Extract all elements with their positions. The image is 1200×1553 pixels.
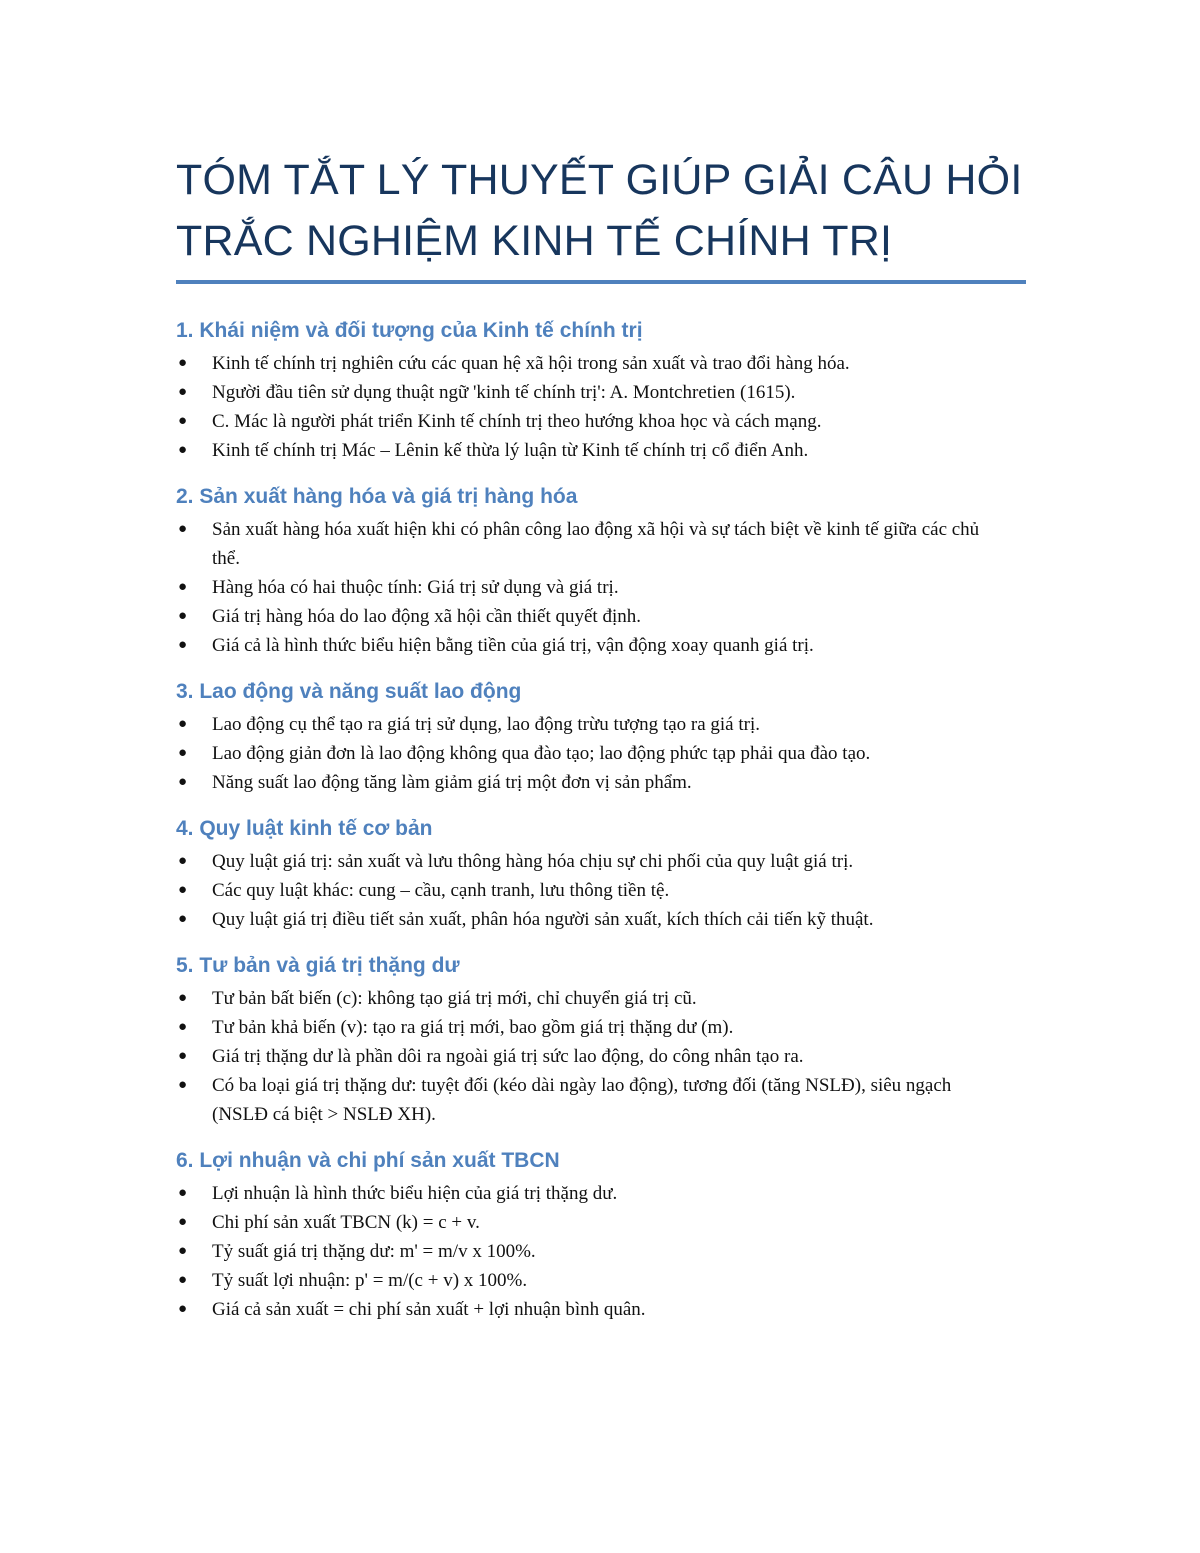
list-item: [176, 1013, 1026, 1042]
bullet-list: [176, 1179, 1026, 1324]
bullet-list: [176, 349, 1026, 465]
list-item: [176, 407, 1026, 436]
document-page: [176, 150, 1026, 1342]
list-item-text: Giá cả là hình thức biểu hiện bằng tiền của giá trị, vận động xoay quanh giá trị.: [212, 635, 814, 656]
list-item-text: Kinh tế chính trị Mác – Lênin kế thừa lý luận từ Kinh tế chính trị cổ điển Anh.: [212, 440, 809, 461]
bullet-icon: ●: [178, 1077, 188, 1093]
list-item-text: Tỷ suất giá trị thặng dư: m' = m/v x 100%.: [212, 1241, 536, 1262]
bullet-icon: ●: [178, 911, 188, 927]
bullet-list: [176, 847, 1026, 934]
bullet-icon: ●: [178, 442, 188, 458]
list-item-text: Giá trị thặng dư là phần dôi ra ngoài giá trị sức lao động, do công nhân tạo ra.: [212, 1046, 804, 1067]
bullet-icon: ●: [178, 608, 188, 624]
bullet-list: [176, 984, 1026, 1129]
section-2: [176, 483, 1026, 660]
section-heading: 6. Lợi nhuận và chi phí sản xuất TBCN: [176, 1149, 560, 1172]
section-4: [176, 815, 1026, 934]
list-item: [176, 436, 1026, 465]
bullet-icon: ●: [178, 384, 188, 400]
list-item-text: Lao động giản đơn là lao động không qua đào tạo; lao động phức tạp phải qua đào tạo.: [212, 743, 871, 764]
bullet-icon: ●: [178, 1272, 188, 1288]
bullet-icon: ●: [178, 637, 188, 653]
list-item-text: Quy luật giá trị điều tiết sản xuất, phân hóa người sản xuất, kích thích cải tiến kỹ thuật.: [212, 909, 874, 930]
bullet-icon: ●: [178, 716, 188, 732]
section-6: [176, 1147, 1026, 1324]
list-item: [176, 984, 1026, 1013]
bullet-icon: ●: [178, 1019, 188, 1035]
bullet-icon: ●: [178, 882, 188, 898]
list-item: [176, 602, 1026, 631]
bullet-icon: ●: [178, 1214, 188, 1230]
section-1: [176, 317, 1026, 465]
list-item-text: Chi phí sản xuất TBCN (k) = c + v.: [212, 1212, 480, 1233]
list-item: [176, 1237, 1026, 1266]
section-heading: 2. Sản xuất hàng hóa và giá trị hàng hóa: [176, 485, 578, 508]
list-item-text: Tư bản khả biến (v): tạo ra giá trị mới, bao gồm giá trị thặng dư (m).: [212, 1017, 734, 1038]
list-item: [176, 1179, 1026, 1208]
bullet-icon: ●: [178, 990, 188, 1006]
sections-container: [176, 317, 1026, 1324]
list-item-text: Hàng hóa có hai thuộc tính: Giá trị sử dụng và giá trị.: [212, 577, 619, 598]
bullet-list: [176, 710, 1026, 797]
list-item: [176, 739, 1026, 768]
list-item: [176, 710, 1026, 739]
list-item: [176, 631, 1026, 660]
list-item-text: Có ba loại giá trị thặng dư: tuyệt đối (kéo dài ngày lao động), tương đối (tăng NSLĐ), siêu ngạch (NSLĐ cá biệt > NSLĐ XH).: [212, 1075, 952, 1125]
bullet-icon: ●: [178, 1048, 188, 1064]
list-item-text: Các quy luật khác: cung – cầu, cạnh tranh, lưu thông tiền tệ.: [212, 880, 670, 901]
section-5: [176, 952, 1026, 1129]
section-3: [176, 678, 1026, 797]
bullet-icon: ●: [178, 521, 188, 537]
list-item: [176, 378, 1026, 407]
bullet-icon: ●: [178, 853, 188, 869]
bullet-list: [176, 515, 1026, 660]
list-item: [176, 847, 1026, 876]
list-item: [176, 349, 1026, 378]
list-item: [176, 905, 1026, 934]
list-item: [176, 1208, 1026, 1237]
list-item-text: Giá trị hàng hóa do lao động xã hội cần thiết quyết định.: [212, 606, 641, 627]
list-item-text: Người đầu tiên sử dụng thuật ngữ 'kinh tế chính trị': A. Montchretien (1615).: [212, 382, 796, 403]
bullet-icon: ●: [178, 774, 188, 790]
bullet-icon: ●: [178, 1185, 188, 1201]
section-heading: 5. Tư bản và giá trị thặng dư: [176, 954, 460, 977]
list-item: [176, 573, 1026, 602]
bullet-icon: ●: [178, 745, 188, 761]
list-item-text: Tư bản bất biến (c): không tạo giá trị mới, chỉ chuyển giá trị cũ.: [212, 988, 697, 1009]
section-heading: 3. Lao động và năng suất lao động: [176, 680, 522, 703]
list-item: [176, 1071, 1026, 1129]
bullet-icon: ●: [178, 413, 188, 429]
section-heading: 1. Khái niệm và đối tượng của Kinh tế chính trị: [176, 319, 643, 342]
list-item: [176, 768, 1026, 797]
document-title: TÓM TẮT LÝ THUYẾT GIÚP GIẢI CÂU HỎI TRẮC NGHIỆM KINH TẾ CHÍNH TRỊ: [176, 150, 1026, 284]
list-item-text: Tỷ suất lợi nhuận: p' = m/(c + v) x 100%.: [212, 1270, 528, 1291]
bullet-icon: ●: [178, 1243, 188, 1259]
list-item-text: Sản xuất hàng hóa xuất hiện khi có phân công lao động xã hội và sự tách biệt về kinh tế giữa các chủ thể.: [212, 519, 980, 569]
list-item-text: Giá cả sản xuất = chi phí sản xuất + lợi nhuận bình quân.: [212, 1299, 646, 1320]
bullet-icon: ●: [178, 579, 188, 595]
list-item: [176, 876, 1026, 905]
bullet-icon: ●: [178, 1301, 188, 1317]
list-item: [176, 1295, 1026, 1324]
list-item-text: Lợi nhuận là hình thức biểu hiện của giá trị thặng dư.: [212, 1183, 618, 1204]
list-item: [176, 515, 1026, 573]
list-item-text: Kinh tế chính trị nghiên cứu các quan hệ xã hội trong sản xuất và trao đổi hàng hóa.: [212, 353, 850, 374]
list-item-text: Lao động cụ thể tạo ra giá trị sử dụng, lao động trừu tượng tạo ra giá trị.: [212, 714, 761, 735]
list-item: [176, 1042, 1026, 1071]
section-heading: 4. Quy luật kinh tế cơ bản: [176, 817, 433, 840]
bullet-icon: ●: [178, 355, 188, 371]
list-item: [176, 1266, 1026, 1295]
list-item-text: C. Mác là người phát triển Kinh tế chính trị theo hướng khoa học và cách mạng.: [212, 411, 822, 432]
list-item-text: Quy luật giá trị: sản xuất và lưu thông hàng hóa chịu sự chi phối của quy luật giá trị.: [212, 851, 854, 872]
list-item-text: Năng suất lao động tăng làm giảm giá trị một đơn vị sản phẩm.: [212, 772, 692, 793]
